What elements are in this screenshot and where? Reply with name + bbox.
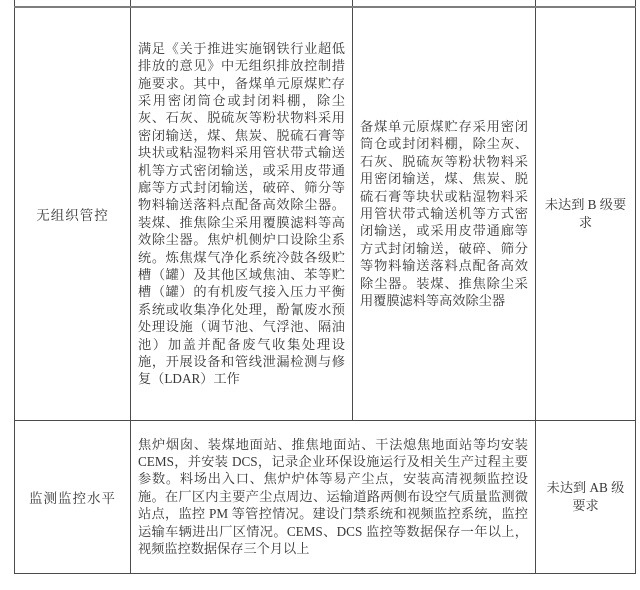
- status-cell-grade-ab: 未达到 AB 级要求: [536, 420, 636, 573]
- clipped-row-cell: [536, 0, 636, 7]
- clipped-row-cell: [15, 0, 131, 7]
- status-cell-grade-b: 未达到 B 级要求: [536, 7, 636, 420]
- clipped-row-cell: [131, 0, 353, 7]
- category-cell-unorganized-control: 无组织管控: [15, 7, 131, 420]
- clipped-row-cell: [353, 0, 536, 7]
- assessment-table: [14, 0, 636, 574]
- table-row-unorganized-emission-control: [15, 7, 636, 420]
- table-row-monitoring-level: [15, 420, 636, 573]
- clipped-top-row: [15, 0, 636, 7]
- monitoring-description-cell: 焦炉烟囱、装煤地面站、推焦地面站、干法熄焦地面站等均安装 CEMS，并安装 DCS，记录企业环保设施运行及相关生产过程主要参数。料场出入口、焦炉炉体等易产尘点，安装高清视频监控设施。在厂区内主要产尘点周边、运输道路两侧布设空气质量监测微站点，监控 PM 等管控情况。建设门禁系统和视频监控系统，监控运输车辆进出厂区情况。CEMS、DCS 监控等数据保存一年以上，视频监控数据保存三个月以上: [131, 420, 536, 573]
- category-cell-monitoring-level: 监测监控水平: [15, 420, 131, 573]
- requirement-text-cell: 满足《关于推进实施钢铁行业超低排放的意见》中无组织排放控制措施要求。其中，备煤单元原煤贮存采用密闭筒仓或封闭料棚，除尘灰、石灰、脱硫灰等粉状物料采用密闭输送，煤、焦炭、脱硫石膏等块状或粘湿物料采用管状带式输送机等方式密闭输送，或采用皮带通廊等方式封闭输送，破碎、筛分等物料输送落料点配备高效除尘器。装煤、推焦除尘采用覆膜滤料等高效除尘器。焦炉机侧炉口设除尘系统。炼焦煤气净化系统冷鼓各级贮槽（罐）及其他区域焦油、苯等贮槽（罐）的有机废气接入压力平衡系统或收集净化处理，酚氰废水预处理设施（调节池、气浮池、隔油池）加盖并配备废气收集处理设施，开展设备和管线泄漏检测与修复（LDAR）工作: [131, 7, 353, 420]
- actual-condition-text-cell: 备煤单元原煤贮存采用密闭筒仓或封闭料棚，除尘灰、石灰、脱硫灰等粉状物料采用密闭输送，煤、焦炭、脱硫石膏等块状或粘湿物料采用管状带式输送机等方式密闭输送，或采用皮带通廊等方式封闭输送，破碎、筛分等物料输送落料点配备高效除尘器。装煤、推焦除尘采用覆膜滤料等高效除尘器: [353, 7, 536, 420]
